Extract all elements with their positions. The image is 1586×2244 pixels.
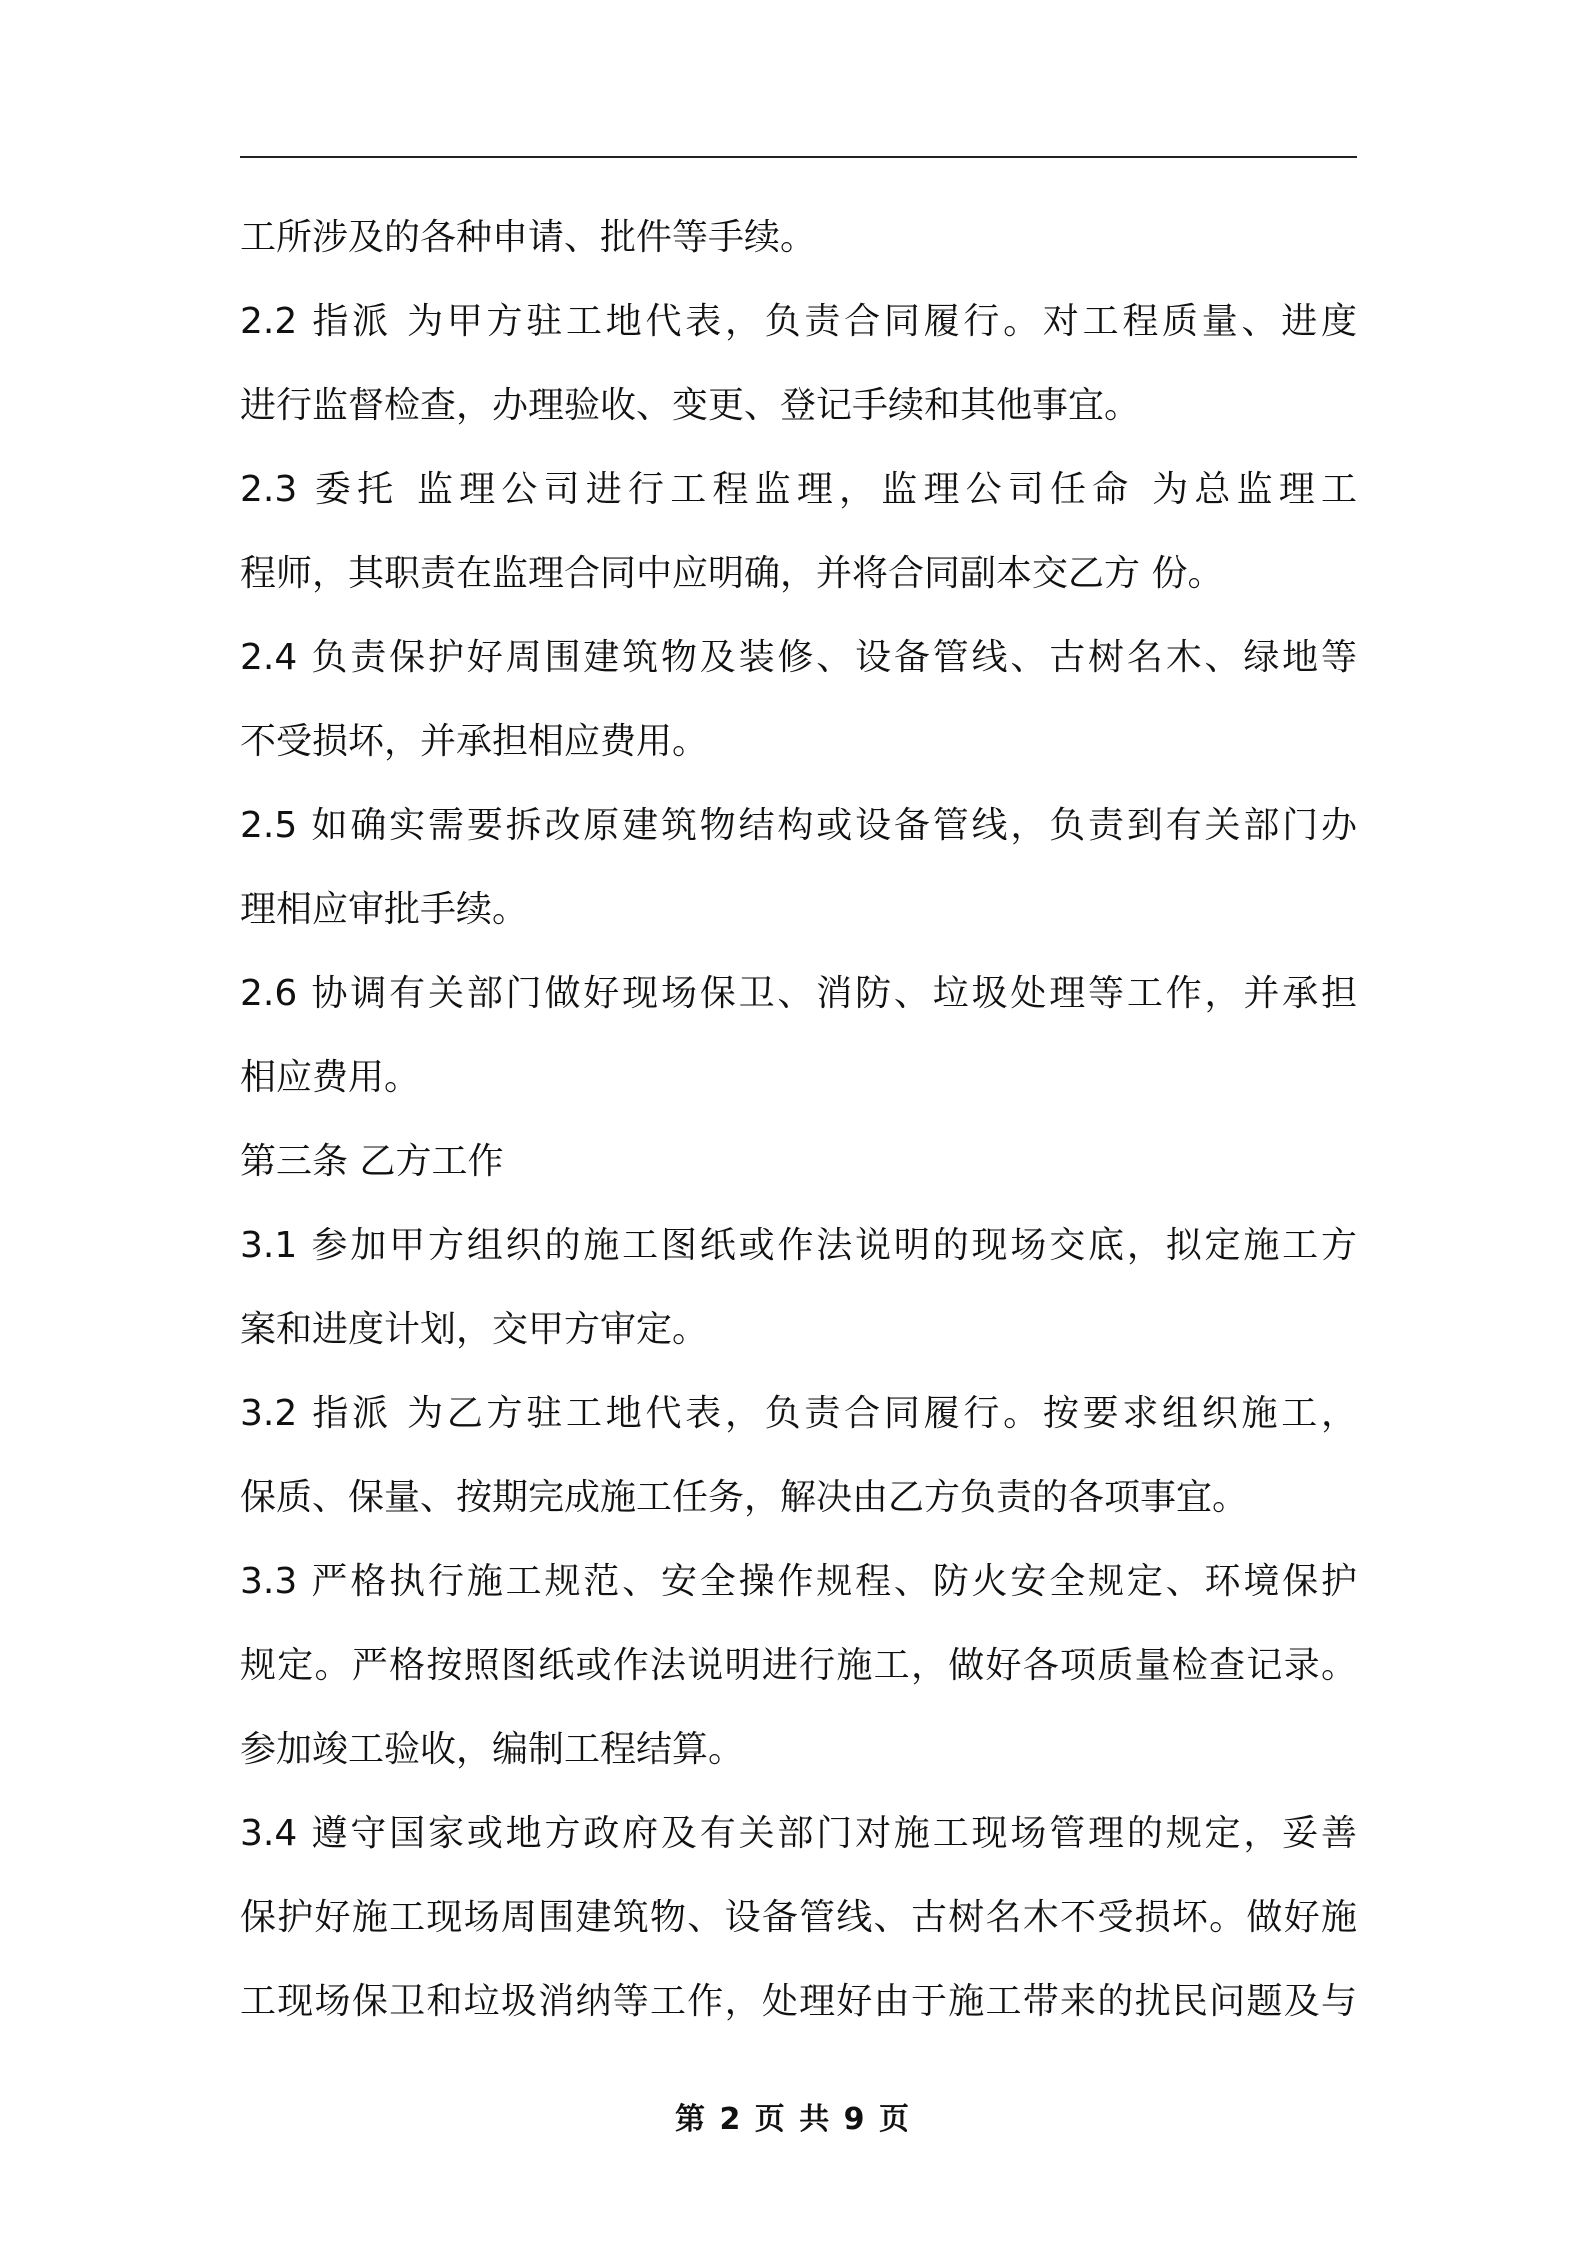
text-line: 3.4 遵守国家或地方政府及有关部门对施工现场管理的规定，妥善: [240, 1813, 1357, 1854]
text-line: 2.6 协调有关部门做好现场保卫、消防、垃圾处理等工作，并承担: [240, 973, 1357, 1014]
text-line: 工现场保卫和垃圾消纳等工作，处理好由于施工带来的扰民问题及与: [240, 1981, 1357, 2022]
text-line: 2.5 如确实需要拆改原建筑物结构或设备管线，负责到有关部门办: [240, 805, 1357, 846]
text-line: 规定。严格按照图纸或作法说明进行施工，做好各项质量检查记录。: [240, 1645, 1357, 1686]
text-line: 保质、保量、按期完成施工任务，解决由乙方负责的各项事宜。: [240, 1477, 1249, 1518]
text-line: 案和进度计划，交甲方审定。: [240, 1309, 709, 1350]
text-line: 保护好施工现场周围建筑物、设备管线、古树名木不受损坏。做好施: [240, 1897, 1357, 1938]
text-line: 进行监督检查，办理验收、变更、登记手续和其他事宜。: [240, 385, 1141, 426]
body-text: [240, 196, 1357, 2044]
text-line: 3.1 参加甲方组织的施工图纸或作法说明的现场交底，拟定施工方: [240, 1225, 1357, 1266]
header-rule: [240, 156, 1357, 158]
text-line: 理相应审批手续。: [240, 889, 529, 930]
text-line: 不受损坏，并承担相应费用。: [240, 721, 709, 762]
section-heading: 第三条 乙方工作: [240, 1141, 504, 1182]
text-line: 2.4 负责保护好周围建筑物及装修、设备管线、古树名木、绿地等: [240, 637, 1357, 678]
text-line: 工所涉及的各种申请、批件等手续。: [240, 217, 817, 258]
text-line: 程师，其职责在监理合同中应明确，并将合同副本交乙方 份。: [240, 553, 1224, 594]
page-number-footer: 第 2 页 共 9 页: [675, 2102, 911, 2137]
text-line: 3.3 严格执行施工规范、安全操作规程、防火安全规定、环境保护: [240, 1561, 1357, 1602]
text-line: 2.2 指派 为甲方驻工地代表，负责合同履行。对工程质量、进度: [240, 301, 1357, 342]
text-line: 2.3 委托 监理公司进行工程监理，监理公司任命 为总监理工: [240, 469, 1357, 510]
text-line: 3.2 指派 为乙方驻工地代表，负责合同履行。按要求组织施工，: [240, 1393, 1357, 1434]
text-line: 参加竣工验收，编制工程结算。: [240, 1729, 745, 1770]
text-line: 相应费用。: [240, 1057, 421, 1098]
